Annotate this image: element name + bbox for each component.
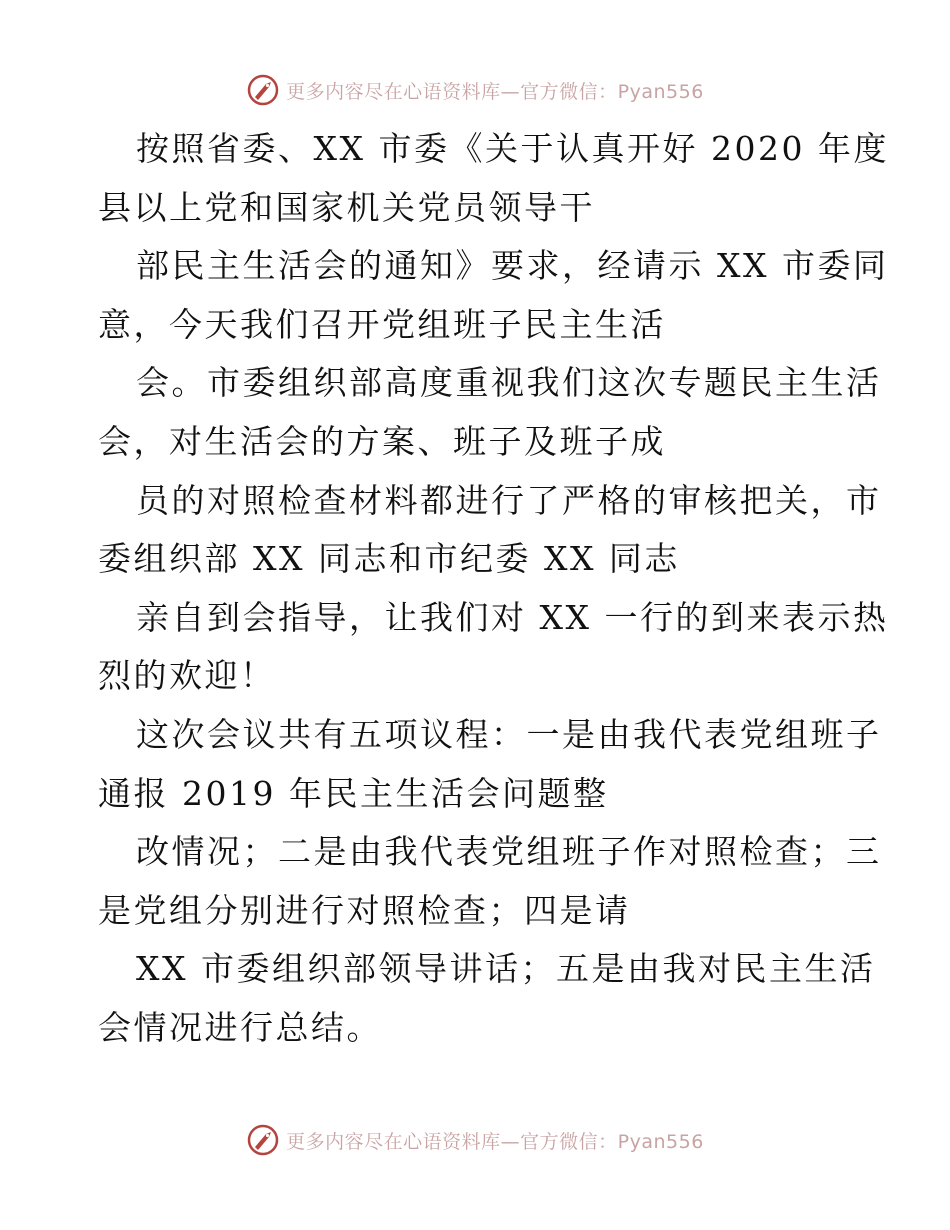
text-line: 意，今天我们召开党组班子民主生活	[98, 304, 666, 344]
text-line: 改情况；二是由我代表党组班子作对照检查；三	[136, 832, 882, 872]
text-line: 委组织部 XX 同志和市纪委 XX 同志	[98, 539, 680, 579]
text-line: 员的对照检查材料都进行了严格的审核把关，市	[136, 480, 882, 520]
header-watermark	[0, 70, 950, 110]
pen-nib-seal-icon	[246, 1123, 280, 1157]
text-line: 通报 2019 年民主生活会问题整	[98, 773, 609, 813]
text-line: 会，对生活会的方案、班子及班子成	[98, 421, 666, 461]
footer-watermark	[0, 1120, 950, 1160]
text-line: 是党组分别进行对照检查；四是请	[98, 890, 631, 930]
text-line: 这次会议共有五项议程：一是由我代表党组班子	[136, 714, 882, 754]
text-line: 会。市委组织部高度重视我们这次专题民主生活	[136, 363, 882, 403]
text-line: XX 市委组织部领导讲话；五是由我对民主生活	[136, 949, 876, 989]
text-line: 烈的欢迎！	[98, 656, 276, 696]
document-body	[98, 120, 889, 1058]
text-line: 会情况进行总结。	[98, 1007, 382, 1047]
watermark-text: 更多内容尽在心语资料库—官方微信：Pyan556	[286, 1130, 704, 1153]
text-line: 按照省委、XX 市委《关于认真开好 2020 年度	[136, 129, 889, 168]
text-line: 亲自到会指导，让我们对 XX 一行的到来表示热	[136, 597, 889, 637]
text-line: 部民主生活会的通知》要求，经请示 XX 市委同	[136, 246, 889, 286]
pen-nib-seal-icon	[246, 73, 280, 107]
text-line: 县以上党和国家机关党员领导干	[98, 187, 595, 227]
watermark-text: 更多内容尽在心语资料库—官方微信：Pyan556	[286, 80, 704, 103]
